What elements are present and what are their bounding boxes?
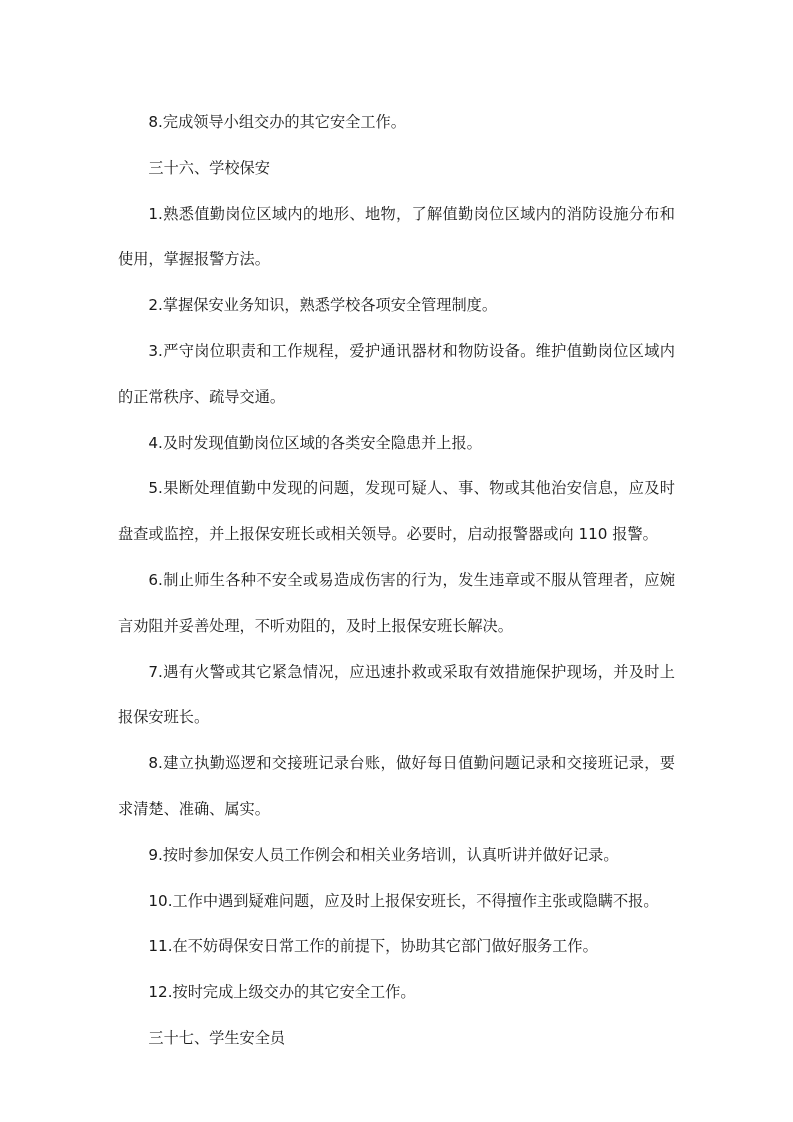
paragraph: 9.按时参加保安人员工作例会和相关业务培训，认真听讲并做好记录。 xyxy=(148,845,619,864)
section-heading: 三十七、学生安全员 xyxy=(148,1028,286,1047)
paragraph: 10.工作中遇到疑难问题，应及时上报保安班长，不得擅作主张或隐瞒不报。 xyxy=(148,891,659,910)
paragraph: 6.制止师生各种不安全或易造成伤害的行为，发生违章或不服从管理者，应婉言劝阻并妥善处理，不听劝阻的，及时上报保安班长解决。 xyxy=(118,570,675,635)
paragraph: 4.及时发现值勤岗位区域的各类安全隐患并上报。 xyxy=(148,433,482,452)
paragraph: 8.完成领导小组交办的其它安全工作。 xyxy=(148,113,406,131)
paragraph: 7.遇有火警或其它紧急情况，应迅速扑救或采取有效措施保护现场，并及时上报保安班长。 xyxy=(118,662,675,727)
paragraph: 11.在不妨碍保安日常工作的前提下，协助其它部门做好服务工作。 xyxy=(148,937,598,956)
section-heading: 三十六、学校保安 xyxy=(148,158,270,177)
paragraph: 3.严守岗位职责和工作规程，爱护通讯器材和物防设备。维护值勤岗位区域内的正常秩序、疏导交通。 xyxy=(118,341,675,406)
paragraph: 1.熟悉值勤岗位区域内的地形、地物，了解值勤岗位区域内的消防设施分布和使用，掌握报警方法。 xyxy=(118,204,675,269)
paragraph: 2.掌握保安业务知识，熟悉学校各项安全管理制度。 xyxy=(148,296,498,315)
paragraph: 5.果断处理值勤中发现的问题，发现可疑人、事、物或其他治安信息，应及时盘查或监控，并上报保安班长或相关领导。必要时，启动报警器或向 110 报警。 xyxy=(118,479,675,544)
paragraph: 12.按时完成上级交办的其它安全工作。 xyxy=(148,983,416,1002)
paragraph: 8.建立执勤巡逻和交接班记录台账，做好每日值勤问题记录和交接班记录，要求清楚、准确、属实。 xyxy=(118,754,675,818)
